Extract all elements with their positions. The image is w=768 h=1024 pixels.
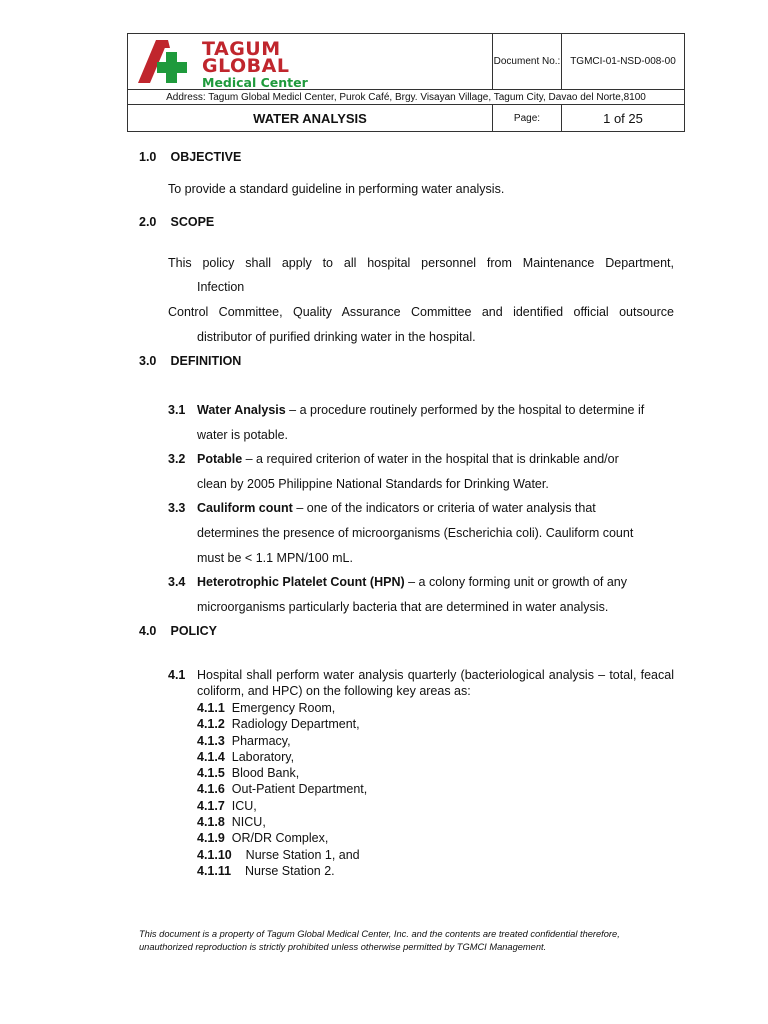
logo-name-line1: TAGUM [202,38,281,60]
section-title: POLICY [170,624,218,638]
list-item: 4.1.1 Emergency Room, [197,701,336,715]
definition-text: – a required criterion of water in the hospital that is drinkable and/or [242,452,619,466]
address-line: Address: Tagum Global Medicl Center, Purok Café, Brgy. Visayan Village, Tagum City, Davao del Norte,8100 [128,90,685,105]
policy-number: 4.1 [168,668,186,682]
objective-text: To provide a standard guideline in performing water analysis. [168,182,505,196]
scope-line-3: Control Committee, Quality Assurance Committee and identified official outsource [168,305,674,319]
section-number: 4.0 [139,624,157,638]
definition-text: determines the presence of microorganisms (Escherichia coli). Cauliform count [197,526,634,540]
definition-number: 3.4 [168,575,186,589]
document-title: WATER ANALYSIS [128,105,493,132]
definition-term: Cauliform count [197,501,293,515]
definition-item [168,398,674,448]
section-number: 3.0 [139,354,157,368]
section-heading-objective [139,150,241,164]
list-item: 4.1.5 Blood Bank, [197,766,300,781]
definition-text: water is potable. [197,428,289,442]
list-item: 4.1.2 Radiology Department, [197,717,360,732]
list-item: 4.1.6 Out-Patient Department, [197,782,368,797]
list-item: 4.1.10 Nurse Station 1, and [197,847,360,862]
hospital-logo [136,38,316,90]
definition-text: – a procedure routinely performed by the hospital to determine if [285,403,645,417]
definition-term: Water Analysis [197,403,286,417]
footer-line: This document is a property of Tagum Global Medical Center, Inc. and the contents are treated confidential therefore, [139,929,620,939]
list-item: 4.1.3 Pharmacy, [197,733,291,748]
section-title: OBJECTIVE [170,150,242,164]
definition-text: must be < 1.1 MPN/100 mL. [197,551,353,565]
scope-line-2: Infection [197,280,245,294]
definition-number: 3.2 [168,452,186,466]
logo-cell [128,34,493,90]
definition-term: Heterotrophic Platelet Count (HPN) [197,575,405,589]
key-areas-list [197,700,367,879]
logo-name-line3: Medical Center [202,75,308,90]
section-number: 2.0 [139,215,157,229]
doc-number-value: TGMCI-01-NSD-008-00 [562,34,685,90]
page-label: Page: [493,105,562,132]
logo-a-cross-icon [136,38,198,84]
scope-line-4: distributor of purified drinking water in the hospital. [197,330,476,344]
definition-term: Potable [197,452,243,466]
doc-number-label: Document No.: [493,34,562,90]
definition-text: – a colony forming unit or growth of any [404,575,627,589]
definition-item [168,496,674,571]
section-title: SCOPE [170,215,215,229]
document-header [127,33,685,132]
list-item: 4.1.11 Nurse Station 2. [197,863,335,878]
footer-line: unauthorized reproduction is strictly prohibited unless otherwise permitted by TGMCI Management. [139,942,547,952]
definition-number: 3.1 [168,403,186,417]
definition-text: – one of the indicators or criteria of water analysis that [292,501,596,515]
definition-number: 3.3 [168,501,186,515]
policy-text: Hospital shall perform water analysis quarterly (bacteriological analysis – total, feacal coliform, and HPC) on the following key areas as: [197,668,674,698]
definition-text: clean by 2005 Philippine National Standards for Drinking Water. [197,477,549,491]
confidentiality-footer [139,928,679,954]
definition-text: microorganisms particularly bacteria that are determined in water analysis. [197,600,609,614]
list-item: 4.1.9 OR/DR Complex, [197,831,329,846]
section-number: 1.0 [139,150,157,164]
section-heading-policy [139,624,217,638]
definition-item [168,570,674,620]
section-title: DEFINITION [170,354,242,368]
section-heading-definition [139,354,241,368]
list-item: 4.1.4 Laboratory, [197,749,295,764]
list-item: 4.1.7 ICU, [197,798,257,813]
definition-item [168,447,674,497]
page-number: 1 of 25 [562,105,685,132]
list-item: 4.1.8 NICU, [197,815,266,830]
policy-item [168,667,674,699]
section-heading-scope [139,215,214,229]
scope-line-1: This policy shall apply to all hospital personnel from Maintenance Department, [168,256,674,270]
logo-name-line2: GLOBAL [202,55,290,77]
